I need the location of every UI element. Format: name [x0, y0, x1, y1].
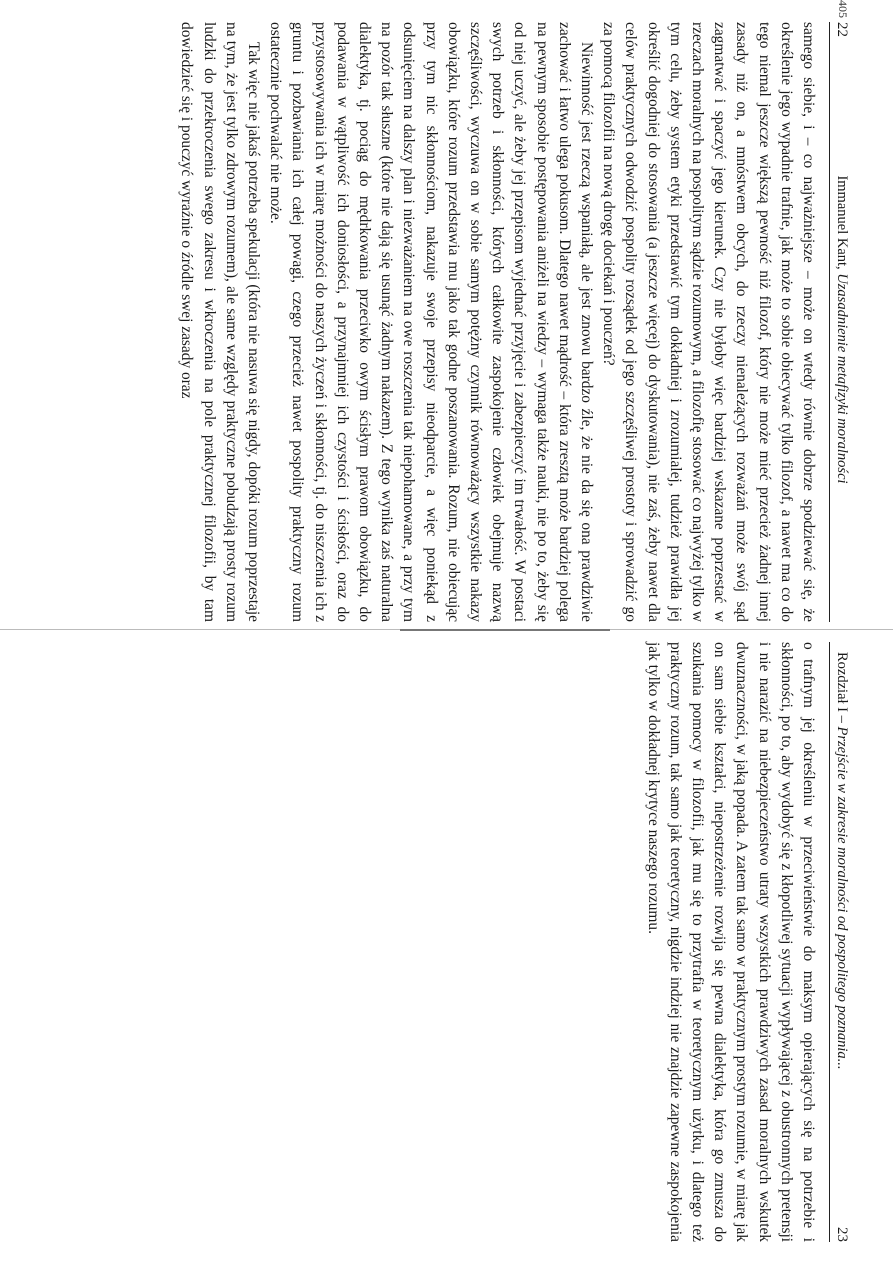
paragraph: samego siebie, i – co najważniejsze – może on wtedy równie dobrze spodziewać się, że określenie jego wypadnie trafnie, jak może to sobie obiecywać tylko filozof, a nawet ma co do tego niemal jeszcze większą pewność niż filozof, który nie może mieć przecież żadnej innej zasady niż on, a mnóstwem obcych, do rzeczy nienależących rozważań może swój sąd zagmatwać i spaczyć jego kierunek. Czy nie byłoby więc bardziej wskazane poprzestać w rzeczach moralnych na pospolitym sądzie rozumowym, a filozofię stosować co najwyżej tylko w tym celu, żeby system etyki przedstawić tym dokładniej i zrozumialej, tudzież prawidła jej określić dogodniej do stosowania (a jeszcze więcej) do dyskutowania), nie zaś, żeby nawet dla celów praktycznych odwodzić pospolity rozsądek od jego szczęśliwej prostoty i sprowadzić go za pomocą filozofii na nową drogę dociekań i pouczeń?: [600, 22, 817, 622]
page-number: 22: [834, 22, 850, 37]
page-body: [641, 642, 819, 1242]
page-header: [829, 642, 850, 1242]
margin-page-reference: 405: [836, 0, 850, 18]
running-head-title: Przejście w zakresie moralności od pospolitego poznania...: [834, 726, 850, 1070]
book-page-23: [90, 642, 850, 1242]
running-head-author: Immanuel Kant,: [834, 175, 850, 274]
running-head-chapter: Rozdział I –: [834, 652, 850, 727]
running-head: [833, 37, 850, 622]
paragraph: Tak więc nie jakaś potrzeba spekulacji (która nie nasuwa się nigdy, dopóki rozum poprzestaje na tym, że jest tylko zdrowym rozumem), ale same względy praktyczne pobudzają prosty rozum ludzki do przekroczenia swego zakresu i wkroczenia na pole praktycznej filozofii, by tam dowiedzieć się i pouczyć wyraźnie o źródle swej zasady oraz: [178, 22, 262, 622]
running-head: [833, 642, 850, 1227]
paragraph: Niewinność jest rzeczą wspaniałą, ale jest znowu bardzo źle, że nie da się ona prawdziwie zachować i łatwo ulega pokusom. Dlatego nawet mądrość – która zresztą może bardziej polega na pewnym sposobie postępowania aniżeli na wiedzy – wymaga także nauki, nie po to, żeby się od niej uczyć, ale żeby jej przepisom wyjednać przyjęcie i zabezpieczyć im trwałość. W postaci swych potrzeb i skłonności, których całkowite zaspokojenie człowiek obejmuje nazwą szczęśliwości, wyczuwa on w sobie samym potężny czynnik równoważący wszystkie nakazy obowiązku, które rozum przedstawia mu jako tak godne poszanowania. Rozum, nie obiecując przy tym nic skłonnościom, nakazuje swoje przepisy nieodparcie, a więc poniekąd z odsunięciem na dalszy plan i niezważaniem na owe roszczenia tak niepohamowane, a przy tym na pozór tak słuszne (które nie dają się usunąć żadnym nakazem). Z tego wynika zaś naturalna dialektyka, tj. pociąg do mędrkowania przeciwko owym ścisłym prawom obowiązku, do podawania w wątpliwość ich doniosłości, a przynajmniej ich czystości i ścisłości, oraz do przystosowywania ich w miarę możności do naszych życzeń i skłonności, tj. do niszczenia ich z gruntu i pozbawiania ich całej powagi, czego przecież nawet pospolity praktyczny rozum ostatecznie pochwalać nie może.: [267, 22, 595, 622]
running-head-title: Uzasadnienie metafizyki moralności: [834, 273, 850, 484]
scan-fold-shadow: [400, 629, 610, 631]
page-body: [175, 22, 819, 622]
page-number: 23: [834, 1227, 850, 1242]
book-page-22: [90, 0, 850, 622]
paragraph: o trafnym jej określeniu w przeciwieństwie do maksym opierających się na potrzebie i skłonności, po to, aby wydobyć się z kłopotliwej sytuacji wypływającej z obustronnych pretensji i nie narazić na niebezpieczeństwo utraty wszystkich prawdziwych zasad moralnych wskutek dwuznaczności, w jaką popada. A zatem tak samo w praktycznym prostym rozumie, w miarę jak on sam siebie kształci, niepostrzeżenie rozwija się pewna dialektyka, która go zmusza do szukania pomocy w filozofii, jak mu się to przytrafia w teoretycznym użytku, i dlatego też praktyczny rozum, tak samo jak teoretyczny, nigdzie indziej nie znajdzie zapewne zaspokojenia jak tylko w dokładnej krytyce naszego rozumu.: [644, 642, 817, 1242]
page-header: [829, 22, 850, 622]
